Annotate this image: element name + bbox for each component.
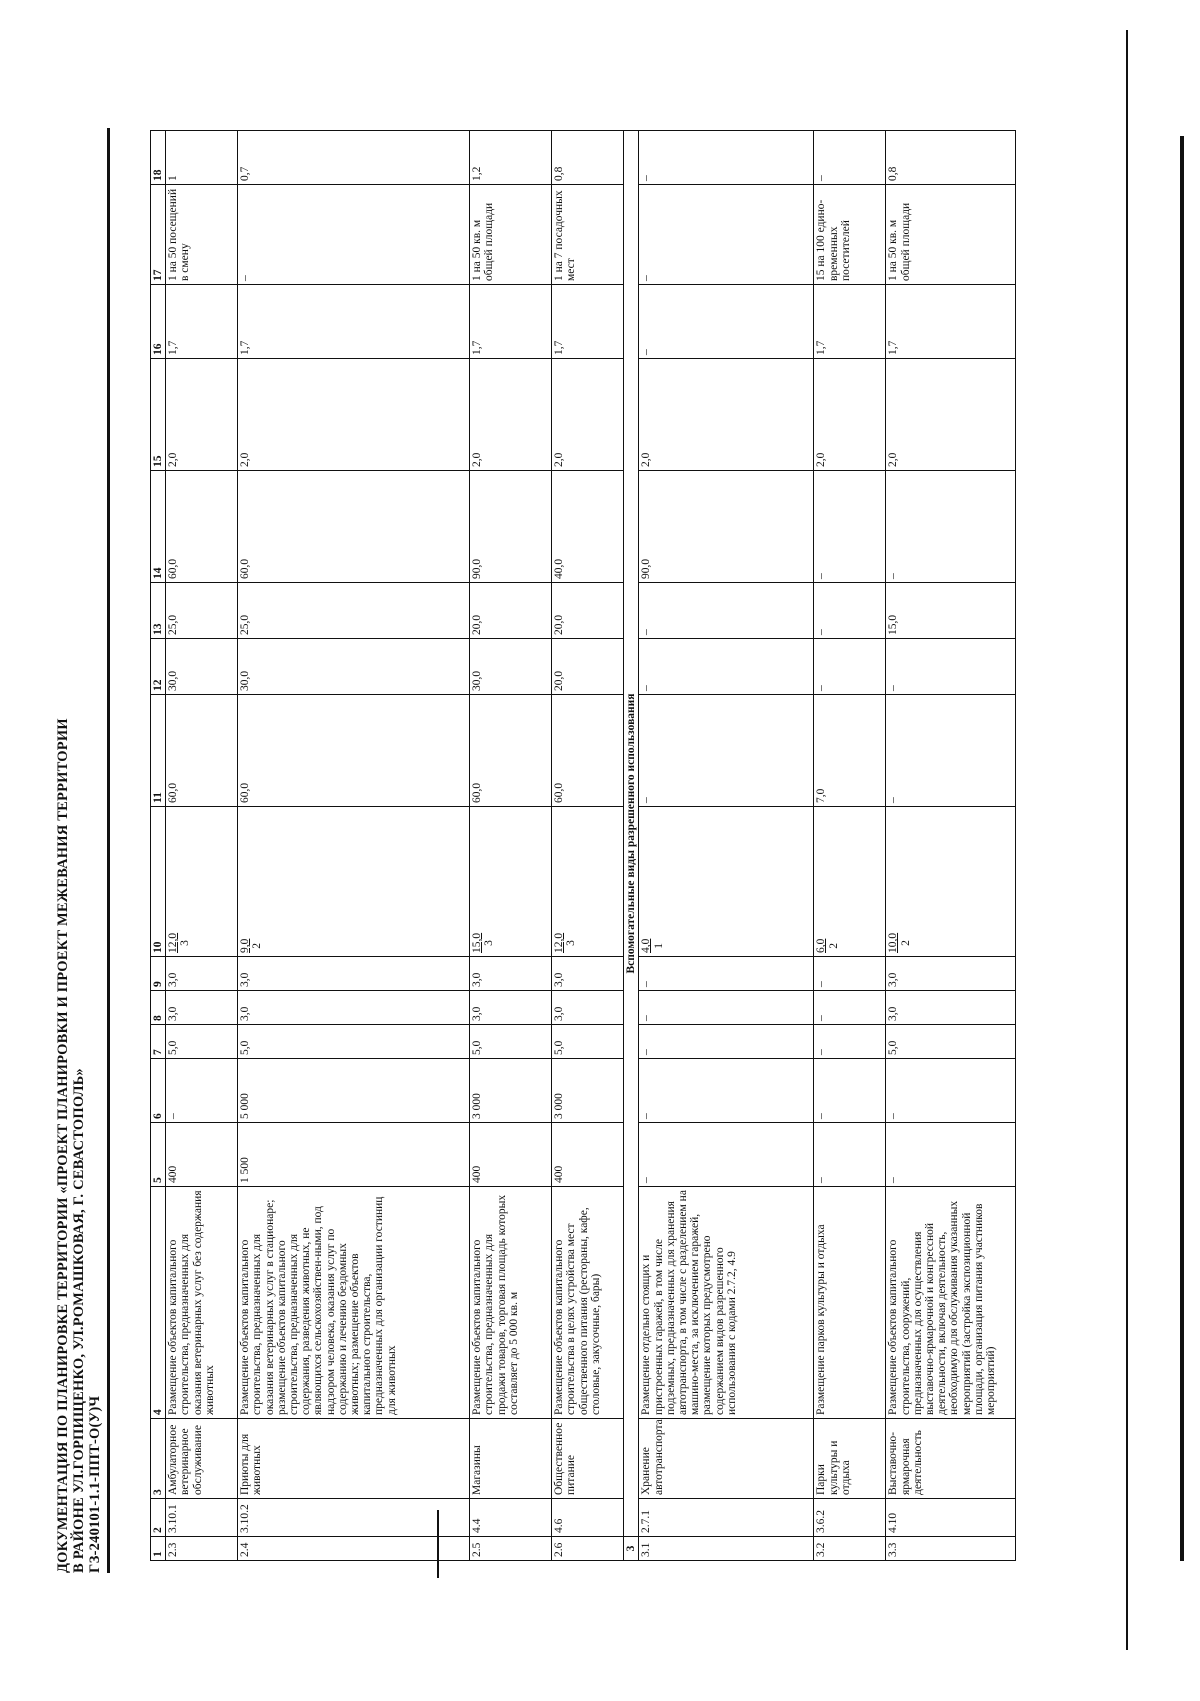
cell-code: 2.7.1 <box>639 1499 814 1537</box>
fraction-denominator: 2 <box>251 942 264 949</box>
header-code: ГЗ-240101-1.1-ППТ-О(У)Ч <box>87 1395 103 1573</box>
cell-c9: 3,0 <box>552 957 624 991</box>
cell-c16: 1,7 <box>814 285 886 359</box>
cell-c16: 1,7 <box>238 285 470 359</box>
fraction-numerator: 12,0 <box>553 932 566 953</box>
fraction-denominator: 2 <box>827 942 840 949</box>
cell-c8: – <box>814 991 886 1025</box>
cell-c5: 400 <box>552 1123 624 1187</box>
cell-name: Приюты для животных <box>238 1419 470 1499</box>
cell-c17: 1 на 50 посещений в смену <box>166 185 238 285</box>
cell-c12: 20,0 <box>552 639 624 695</box>
fraction <box>640 939 664 953</box>
cell-c9: 3,0 <box>166 957 238 991</box>
cell-c13: 15,0 <box>886 583 1016 639</box>
table-row <box>470 131 552 1561</box>
fraction <box>167 933 191 953</box>
height-floors-cell <box>639 807 814 957</box>
table-row <box>886 131 1016 1561</box>
cell-c8: 3,0 <box>552 991 624 1025</box>
cell-name: Хранение автотранспорта <box>639 1419 814 1499</box>
cell-c16: 1,7 <box>552 285 624 359</box>
cell-c7: 5,0 <box>552 1025 624 1059</box>
table-body <box>166 131 1016 1561</box>
fraction-denominator: 3 <box>179 940 192 946</box>
column-number: 12 <box>151 639 166 695</box>
document-header <box>55 718 103 1573</box>
cell-c11: 7,0 <box>814 695 886 807</box>
cell-c9: 3,0 <box>470 957 552 991</box>
cell-c9: 3,0 <box>238 957 470 991</box>
fraction-numerator: 4,0 <box>640 938 653 953</box>
table-row <box>639 131 814 1561</box>
section-number: 3 <box>624 1537 639 1561</box>
cell-c6: – <box>886 1059 1016 1123</box>
column-number: 6 <box>151 1059 166 1123</box>
height-floors-cell <box>166 807 238 957</box>
cell-c18: – <box>639 131 814 185</box>
cell-c5: 1 500 <box>238 1123 470 1187</box>
cell-c16: 1,7 <box>470 285 552 359</box>
cell-c14: 90,0 <box>639 471 814 583</box>
cell-c13: – <box>814 583 886 639</box>
cell-desc: Размещение объектов капитального строительства, сооружений, предназначенных для осуществления выставочно-ярмарочной и конгрессной деятельности, включая деятельность, необходимую для обслуживания указанных мероприятий (застройка экспозиционной площади, организация питания участников мероприятий) <box>886 1187 1016 1419</box>
column-number: 11 <box>151 695 166 807</box>
fraction-numerator: 9,0 <box>239 938 252 953</box>
cell-c8: 3,0 <box>166 991 238 1025</box>
fraction <box>887 933 911 953</box>
cell-desc: Размещение объектов капитального строительства, предназначенных для продажи товаров, торговая площадь которых составляет до 5 000 кв. м <box>470 1187 552 1419</box>
cell-c11: – <box>639 695 814 807</box>
cell-c17: – <box>639 185 814 285</box>
cell-desc: Размещение парков культуры и отдыха <box>814 1187 886 1419</box>
cell-c16: 1,7 <box>886 285 1016 359</box>
cell-c8: 3,0 <box>470 991 552 1025</box>
cell-desc: Размещение объектов капитального строительства, предназначенных для оказания ветеринарных услуг в стационаре; размещение объектов капитального строительства, предназначенных для содержания, разведения животных, не являющихся сельскохозяйствен-ными, под надзором человека, оказания услуг по содержанию и лечению бездомных животных; размещение объектов капитального строительства, предназначенных для организации гостиниц для животных <box>238 1187 470 1419</box>
column-number: 3 <box>151 1419 166 1499</box>
column-number: 14 <box>151 471 166 583</box>
cell-n: 2.6 <box>552 1537 624 1561</box>
cell-code: 3.10.1 <box>166 1499 238 1537</box>
cell-code: 3.6.2 <box>814 1499 886 1537</box>
cell-c17: 15 на 100 едино-временных посетителей <box>814 185 886 285</box>
fraction <box>471 933 495 953</box>
fraction-numerator: 10,0 <box>887 932 900 953</box>
cell-c18: 1 <box>166 131 238 185</box>
column-number: 1 <box>151 1537 166 1561</box>
cell-c7: – <box>814 1025 886 1059</box>
column-number: 18 <box>151 131 166 185</box>
table-row <box>166 131 238 1561</box>
fraction <box>815 939 839 953</box>
cell-c6: – <box>166 1059 238 1123</box>
cell-c12: 30,0 <box>166 639 238 695</box>
column-number: 2 <box>151 1499 166 1537</box>
cell-name: Выставочно-ярмарочная деятельность <box>886 1419 1016 1499</box>
cell-c18: – <box>814 131 886 185</box>
cell-c7: 5,0 <box>166 1025 238 1059</box>
cell-code: 4.4 <box>470 1499 552 1537</box>
cell-n: 3.3 <box>886 1537 1016 1561</box>
cell-c15: 2,0 <box>470 359 552 471</box>
cell-c17: 1 на 50 кв. м общей площади <box>886 185 1016 285</box>
column-number: 13 <box>151 583 166 639</box>
cell-c16: 1,7 <box>166 285 238 359</box>
cell-c18: 0,7 <box>238 131 470 185</box>
cell-c12: 30,0 <box>470 639 552 695</box>
cell-c6: – <box>814 1059 886 1123</box>
height-floors-cell <box>238 807 470 957</box>
cell-c11: 60,0 <box>470 695 552 807</box>
cell-c11: 60,0 <box>238 695 470 807</box>
cell-name: Амбулаторное ветеринарное обслуживание <box>166 1419 238 1499</box>
cell-c5: 400 <box>470 1123 552 1187</box>
cell-c12: – <box>639 639 814 695</box>
cell-c14: 40,0 <box>552 471 624 583</box>
cell-name: Парки культуры и отдыха <box>814 1419 886 1499</box>
cell-c14: 60,0 <box>166 471 238 583</box>
cell-c15: 2,0 <box>814 359 886 471</box>
column-number: 15 <box>151 359 166 471</box>
cell-c7: – <box>639 1025 814 1059</box>
fraction-denominator: 2 <box>899 940 912 946</box>
cell-c6: 3 000 <box>470 1059 552 1123</box>
cell-c16: – <box>639 285 814 359</box>
fraction-denominator: 3 <box>565 940 578 946</box>
cell-c12: 30,0 <box>238 639 470 695</box>
cell-c13: 20,0 <box>552 583 624 639</box>
cell-n: 2.5 <box>470 1537 552 1561</box>
cell-n: 3.2 <box>814 1537 886 1561</box>
column-number: 16 <box>151 285 166 359</box>
fraction-numerator: 6,0 <box>815 938 828 953</box>
cell-c13: 20,0 <box>470 583 552 639</box>
cell-c6: 5 000 <box>238 1059 470 1123</box>
column-number: 8 <box>151 991 166 1025</box>
cell-c14: – <box>886 471 1016 583</box>
cell-c17: 1 на 50 кв. м общей площади <box>470 185 552 285</box>
fraction-denominator: 3 <box>483 940 496 946</box>
header-rule <box>107 128 110 1573</box>
cell-c8: 3,0 <box>238 991 470 1025</box>
bottom-rule <box>1180 136 1184 1561</box>
cell-c17: 1 на 7 посадочных мест <box>552 185 624 285</box>
cell-n: 3.1 <box>639 1537 814 1561</box>
cell-c7: 5,0 <box>238 1025 470 1059</box>
table-row <box>238 131 470 1561</box>
cell-c11: – <box>886 695 1016 807</box>
cell-c18: 1,2 <box>470 131 552 185</box>
cell-c12: – <box>814 639 886 695</box>
cell-c12: – <box>886 639 1016 695</box>
cell-desc: Размещение объектов капитального строительства, предназначенных для оказания ветеринарных услуг без содержания животных <box>166 1187 238 1419</box>
header-line-1: ДОКУМЕНТАЦИЯ ПО ПЛАНИРОВКЕ ТЕРРИТОРИИ «ПРОЕКТ ПЛАНИРОВКИ И ПРОЕКТ МЕЖЕВАНИЯ ТЕРРИТОРИИ <box>55 718 71 1573</box>
cell-c15: 2,0 <box>238 359 470 471</box>
height-floors-cell <box>552 807 624 957</box>
cell-c17: – <box>238 185 470 285</box>
height-floors-cell <box>470 807 552 957</box>
cell-code: 4.6 <box>552 1499 624 1537</box>
cell-code: 4.10 <box>886 1499 1016 1537</box>
column-number: 7 <box>151 1025 166 1059</box>
fraction-numerator: 15,0 <box>471 932 484 953</box>
header-line-2: В РАЙОНЕ УЛ.ГОРПИЩЕНКО, УЛ.РОМАШКОВАЯ, Г. СЕВАСТОПОЛЬ» <box>71 1068 87 1573</box>
column-number: 4 <box>151 1187 166 1419</box>
cell-c5: 400 <box>166 1123 238 1187</box>
table-row <box>814 131 886 1561</box>
cell-name: Магазины <box>470 1419 552 1499</box>
cell-c7: 5,0 <box>886 1025 1016 1059</box>
cell-c14: 60,0 <box>238 471 470 583</box>
cell-c9: – <box>814 957 886 991</box>
fraction <box>239 939 263 953</box>
cell-c13: 25,0 <box>238 583 470 639</box>
fraction-denominator: 1 <box>652 942 665 949</box>
cell-c11: 60,0 <box>166 695 238 807</box>
cell-c8: 3,0 <box>886 991 1016 1025</box>
cell-c13: – <box>639 583 814 639</box>
section-title: Вспомогательные виды разрешенного использования <box>624 131 639 1537</box>
table-row <box>552 131 624 1561</box>
cell-c15: 2,0 <box>886 359 1016 471</box>
cell-name: Общественное питание <box>552 1419 624 1499</box>
column-number: 9 <box>151 957 166 991</box>
fraction <box>553 933 577 953</box>
cell-c15: 2,0 <box>639 359 814 471</box>
cell-c9: – <box>639 957 814 991</box>
cell-c14: – <box>814 471 886 583</box>
column-number: 5 <box>151 1123 166 1187</box>
cell-code: 3.10.2 <box>238 1499 470 1537</box>
cell-n: 2.3 <box>166 1537 238 1561</box>
cell-c6: 3 000 <box>552 1059 624 1123</box>
cell-c5: – <box>814 1123 886 1187</box>
cell-c15: 2,0 <box>552 359 624 471</box>
cell-c14: 90,0 <box>470 471 552 583</box>
column-number: 10 <box>151 807 166 957</box>
cell-c11: 60,0 <box>552 695 624 807</box>
section-row <box>624 131 639 1561</box>
height-floors-cell <box>814 807 886 957</box>
cell-c9: 3,0 <box>886 957 1016 991</box>
height-floors-cell <box>886 807 1016 957</box>
cell-c15: 2,0 <box>166 359 238 471</box>
cell-c18: 0,8 <box>552 131 624 185</box>
cell-c8: – <box>639 991 814 1025</box>
cell-c5: – <box>886 1123 1016 1187</box>
cell-c18: 0,8 <box>886 131 1016 185</box>
cell-n: 2.4 <box>238 1537 470 1561</box>
cell-desc: Размещение объектов капитального строительства в целях устройства мест общественного питания (рестораны, кафе, столовые, закусочные, бары) <box>552 1187 624 1419</box>
fraction-numerator: 12,0 <box>167 932 180 953</box>
cell-c5: – <box>639 1123 814 1187</box>
cell-c7: 5,0 <box>470 1025 552 1059</box>
regulations-table <box>150 130 1016 1561</box>
cell-c6: – <box>639 1059 814 1123</box>
cell-desc: Размещение отдельно стоящих и пристроенных гаражей, в том числе подземных, предназначенных для хранения автотранспорта, в том числе с разделением на машино-места, за исключением гаражей, размещение которых предусмотрено содержанием видов разрешенного использования с кодами 2.7.2, 4.9 <box>639 1187 814 1419</box>
cell-c13: 25,0 <box>166 583 238 639</box>
column-number: 17 <box>151 185 166 285</box>
column-number-row <box>151 131 166 1561</box>
